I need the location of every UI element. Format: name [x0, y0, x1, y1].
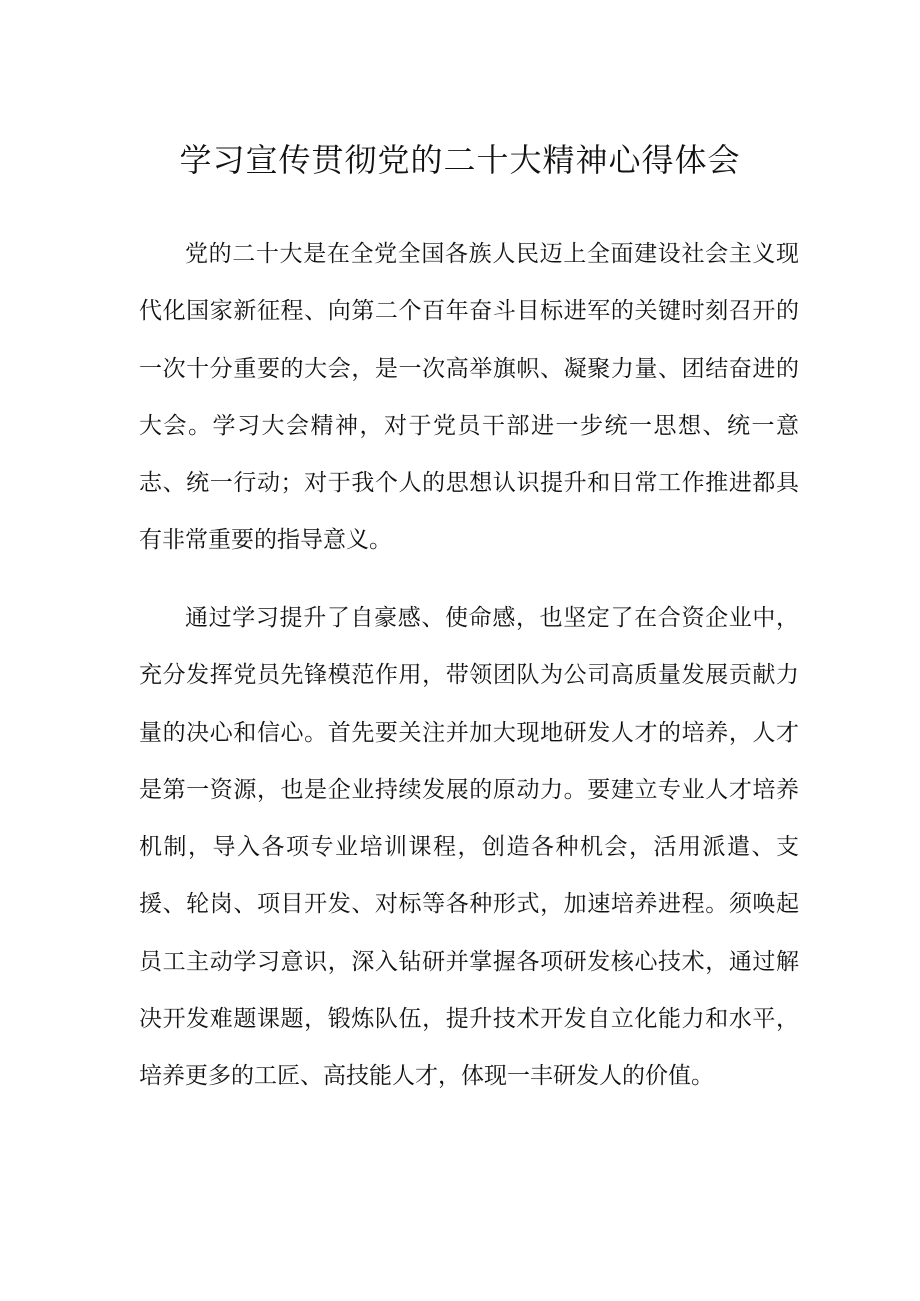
document-title: 学习宣传贯彻党的二十大精神心得体会: [179, 141, 741, 179]
paragraph-1: 党的二十大是在全党全国各族人民迈上全面建设社会主义现代化国家新征程、向第二个百年奋斗目标进军的关键时刻召开的一次十分重要的大会，是一次高举旗帜、凝聚力量、团结奋进的大会。学习大会精神，对于党员干部进一步统一思想、统一意志、统一行动；对于我个人的思想认识提升和日常工作推进都具有非常重要的指导意义。: [139, 241, 799, 554]
paragraph-2: 通过学习提升了自豪感、使命感，也坚定了在合资企业中，充分发挥党员先锋模范作用，带领团队为公司高质量发展贡献力量的决心和信心。首先要关注并加大现地研发人才的培养，人才是第一资源，也是企业持续发展的原动力。要建立专业人才培养机制，导入各项专业培训课程，创造各种机会，活用派遣、支援、轮岗、项目开发、对标等各种形式，加速培养进程。须唤起员工主动学习意识，深入钻研并掌握各项研发核心技术，通过解决开发难题课题，锻炼队伍，提升技术开发自立化能力和水平，培养更多的工匠、高技能人才，体现一丰研发人的价值。: [139, 605, 799, 1090]
